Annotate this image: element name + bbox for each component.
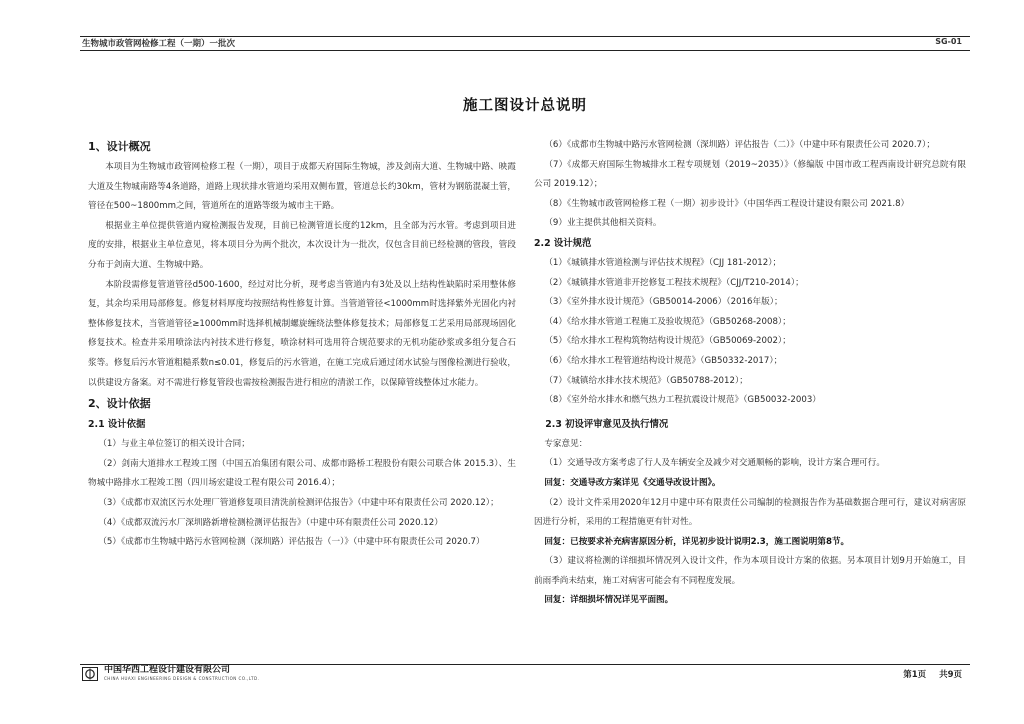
page-info <box>893 668 962 680</box>
drawing-code: SG-01 <box>935 37 962 46</box>
page-total: 共9页 <box>939 670 962 680</box>
company-name-en: CHINA HUAXI ENGINEERING DESIGN & CONSTRUCTION CO.,LTD. <box>104 676 260 681</box>
paragraph: 本项目为生物城市政管网检修工程（一期），项目于成都天府国际生物城，涉及剑南大道、生物城中路、映霞大道及生物城南路等4条道路，道路上现状排水管道均采用双侧布置，管道总长约30km，管材为钢筋混凝土管，管径在500~1800mm之间，管道所在的道路等级为城市主干路。 <box>88 162 516 212</box>
list-item: （6）《给水排水工程管道结构设计规范》（GB50332-2017）； <box>544 355 783 366</box>
paragraph: 本阶段需修复管道管径d500-1600，经过对比分析，现考虑当管道内有3处及以上结构性缺陷时采用整体修复，其余均采用局部修复。修复材料厚度均按照结构性修复计算。当管道管径<1000mm时选择紫外光固化内衬整体修复技术，当管道管径≥1000mm时选择机械制螺旋缠绕法整体修复技术；局部修复工艺采用局部现场固化修复技术。检查井采用喷涂法内衬技术进行修复，喷涂材料可选用符合规范要求的无机功能砂浆或多组分复合石浆等。修复后污水管道粗糙系数n≤0.01，修复后的污水管道，在施工完成后通过闭水试验与图像检测进行验收，以供建设方备案。对不需进行修复管段也需按检测报告进行相应的清淤工作，以保障管线整体过水能力。 <box>88 279 516 388</box>
list-item: （7）《城镇给水排水技术规范》（GB50788-2012）； <box>544 375 748 386</box>
list-item: （2）《城镇排水管道非开挖修复工程技术规程》（CJJ/T210-2014）； <box>544 277 804 288</box>
list-item: （8）《生物城市政管网检修工程（一期）初步设计》（中国华西工程设计建设有限公司 2021.8） <box>544 198 910 209</box>
left-column <box>88 136 516 553</box>
list-item: （2）剑南大道排水工程竣工图（中国五冶集团有限公司、成都市路桥工程股份有限公司联合体 2015.3）、生物城中路排水工程竣工图（四川场宏建设工程有限公司 2016.4）； <box>88 458 516 489</box>
list-item: （6）《成都市生物城中路污水管网检测（深圳路）评估报告（二）》（中建中环有限责任公司 2020.7）； <box>544 140 935 150</box>
list-item: （4）《成都双流污水厂深圳路新增检测检测评估报告》（中建中环有限责任公司 2020.12） <box>98 517 443 528</box>
list-item: （7）《成都天府国际生物城排水工程专项规划（2019~2035）》（修编版 中国市政工程西南设计研究总院有限公司 2019.12）； <box>534 159 966 190</box>
expert-opinion-3: （3）建议将检测的详细损坏情况列入设计文件，作为本项目设计方案的依据。另本项目计划9月开始施工，目前雨季尚未结束，施工对病害可能会有不同程度发展。 <box>534 556 966 586</box>
reply-3: 回复：详细损坏情况详见平面图。 <box>544 595 674 606</box>
list-item: （3）《成都市双流区污水处理厂管道修复项目清洗前检测评估报告》（中建中环有限责任公司 2020.12）； <box>98 497 499 508</box>
project-name: 生物城市政管网检修工程（一期）一批次 <box>82 39 236 49</box>
expert-opinion-2: （2）设计文件采用2020年12月中建中环有限责任公司编制的检测报告作为基础数据合理可行，建议对病害原因进行分析，采用的工程措施更有针对性。 <box>534 497 966 528</box>
expert-opinion-1: （1）交通导改方案考虑了行人及车辆安全及减少对交通顺畅的影响，设计方案合理可行。 <box>544 458 885 469</box>
reply-2: 回复：已按要求补充病害原因分析，详见初步设计说明2.3，施工图说明第8节。 <box>544 536 850 547</box>
list-item: （9）业主提供其他相关资料。 <box>544 218 662 229</box>
expert-label: 专家意见： <box>544 438 588 449</box>
section-2-heading: 2、设计依据 <box>88 397 151 411</box>
list-item: （1）与业主单位签订的相关设计合同； <box>98 439 250 450</box>
paragraph: 根据业主单位提供管道内窥检测报告发现，目前已检测管道长度约12km，且全部为污水管。考虑到项目进度的安排，根据业主单位意见，将本项目分为两个批次，本次设计为一批次，仅包含目前已经检测的管段，管段分布于剑南大道、生物城中路。 <box>88 220 516 270</box>
reply-1: 回复：交通导改方案详见《交通导改设计图》。 <box>544 477 721 488</box>
list-item: （1）《城镇排水管道检测与评估技术规程》（CJJ 181-2012）； <box>544 257 782 268</box>
list-item: （5）《成都市生物城中路污水管网检测（深圳路）评估报告（一）》（中建中环有限责任公司 2020.7） <box>98 537 485 548</box>
list-item: （3）《室外排水设计规范》（GB50014-2006）（2016年版）； <box>544 297 783 308</box>
drawing-sheet <box>80 36 970 684</box>
right-column <box>534 136 966 611</box>
company-name: 中国华西工程设计建设有限公司 <box>104 665 231 675</box>
list-item: （8）《室外给水排水和燃气热力工程抗震设计规范》（GB50032-2003） <box>544 395 821 406</box>
page-title: 施工图设计总说明 <box>463 98 587 114</box>
section-2-1-heading: 2.1 设计依据 <box>88 419 146 431</box>
list-item: （5）《给水排水工程构筑物结构设计规范》（GB50069-2002）； <box>544 336 791 347</box>
section-2-2-heading: 2.2 设计规范 <box>534 237 592 249</box>
section-2-3-heading: 2.3 初设评审意见及执行情况 <box>545 418 669 430</box>
section-1-heading: 1、设计概况 <box>88 140 151 153</box>
page-number: 第1页 <box>903 670 927 680</box>
header-bottom-rule <box>80 50 970 51</box>
list-item: （4）《给水排水管道工程施工及验收规范》（GB50268-2008）； <box>544 316 791 327</box>
company-logo-icon <box>82 667 98 681</box>
